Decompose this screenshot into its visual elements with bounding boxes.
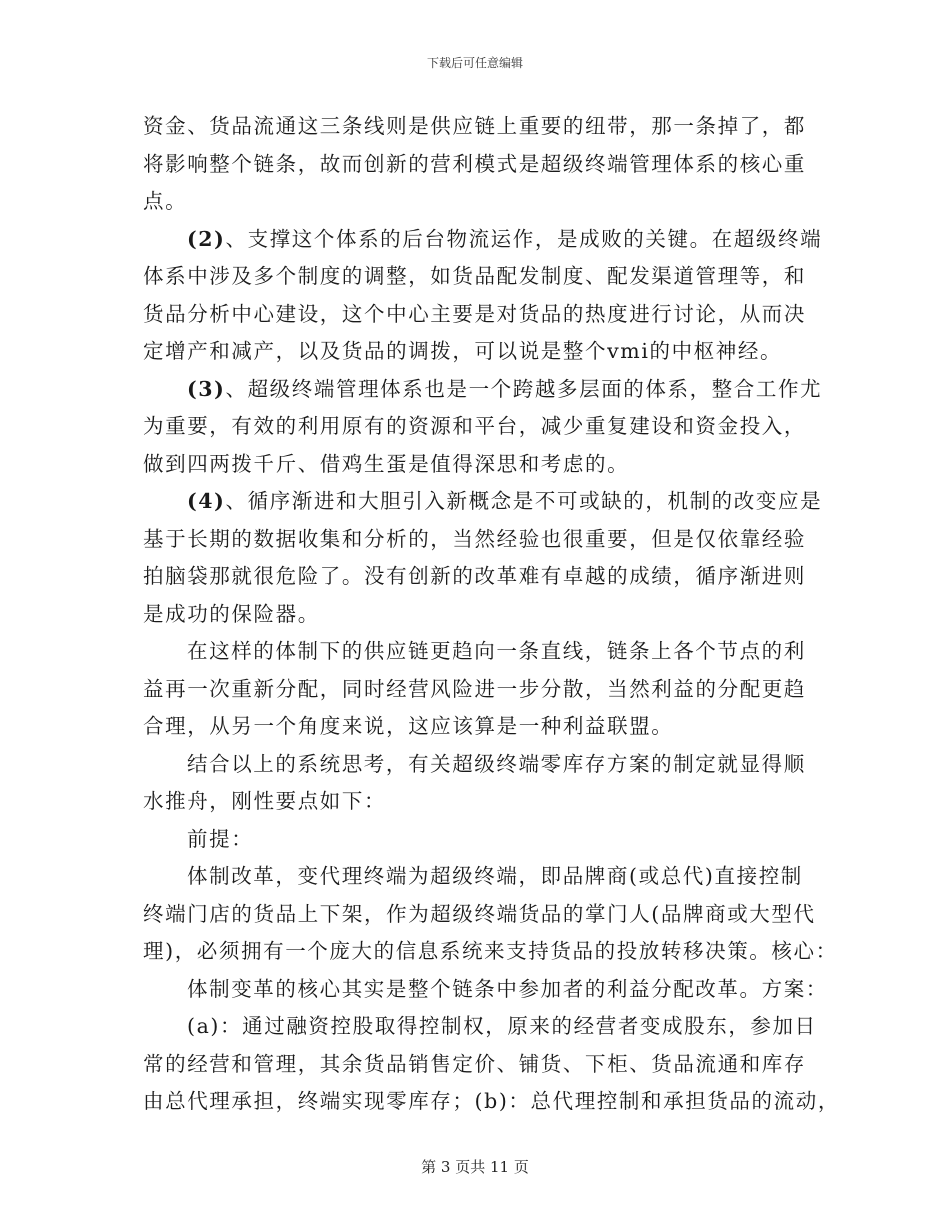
paragraph-line xyxy=(143,446,823,484)
paragraph-line xyxy=(143,596,823,634)
paragraph-line xyxy=(143,108,823,146)
paragraph-line xyxy=(143,483,823,521)
line-text: 做到四两拨千斤、借鸡生蛋是值得深思和考虑的。 xyxy=(143,451,630,476)
line-text: 终端门店的货品上下架，作为超级终端货品的掌门人(品牌商或大型代 xyxy=(143,901,816,926)
paragraph-line xyxy=(143,1083,840,1121)
line-text: 、超级终端管理体系也是一个跨越多层面的体系，整合工作尤 xyxy=(225,376,823,401)
paragraph-line xyxy=(143,858,823,896)
line-text: 由总代理承担，终端实现零库存；(b)：总代理控制和承担货品的流动， xyxy=(143,1089,840,1113)
paragraph-line xyxy=(143,783,823,821)
line-text: 体系中涉及多个制度的调整，如货品配发制度、配发渠道管理等，和 xyxy=(143,264,806,288)
paragraph-line xyxy=(143,408,823,446)
line-text: 基于长期的数据收集和分析的，当然经验也很重要，但是仅依靠经验 xyxy=(143,526,806,551)
line-text: 益再一次重新分配，同时经营风险进一步分散，当然利益的分配更趋 xyxy=(143,676,806,701)
list-marker: (4) xyxy=(187,489,226,513)
paragraph-line xyxy=(143,558,823,596)
paragraph-line xyxy=(143,296,823,334)
paragraph-line xyxy=(143,1046,823,1084)
line-text: 资金、货品流通这三条线则是供应链上重要的纽带，那一条掉了，都 xyxy=(143,114,806,138)
paragraph-line xyxy=(143,633,823,671)
line-text: 拍脑袋那就很危险了。没有创新的改革难有卓越的成绩，循序渐进则 xyxy=(143,564,806,588)
line-text: 在这样的体制下的供应链更趋向一条直线，链条上各个节点的利 xyxy=(187,639,806,663)
line-text: 、支撑这个体系的后台物流运作，是成败的关键。在超级终端 xyxy=(225,226,823,251)
line-text: 理)，必须拥有一个庞大的信息系统来支持货品的投放转移决策。核心： xyxy=(143,939,838,963)
page-header: 下载后可任意编辑 xyxy=(426,56,523,70)
line-text: 合理，从另一个角度来说，这应该算是一种利益联盟。 xyxy=(143,714,674,738)
paragraph-line xyxy=(143,521,823,559)
line-text: 常的经营和管理，其余货品销售定价、铺货、下柜、货品流通和库存 xyxy=(143,1051,806,1076)
paragraph-line xyxy=(143,821,823,859)
line-text: 前提： xyxy=(187,826,254,851)
line-text: 水推舟，刚性要点如下： xyxy=(143,789,387,813)
line-text: 点。 xyxy=(143,189,188,213)
paragraph-line xyxy=(143,933,838,971)
line-text: 体制改革，变代理终端为超级终端，即品牌商(或总代)直接控制 xyxy=(187,864,803,888)
paragraph-line xyxy=(143,371,823,409)
paragraph-line xyxy=(143,221,823,259)
paragraph-line xyxy=(143,971,828,1009)
paragraph-line xyxy=(143,258,823,296)
line-text: 结合以上的系统思考，有关超级终端零库存方案的制定就显得顺 xyxy=(187,751,806,776)
line-text: 货品分析中心建设，这个中心主要是对货品的热度进行讨论，从而决 xyxy=(143,301,806,326)
line-text: 将影响整个链条，故而创新的营利模式是超级终端管理体系的核心重 xyxy=(143,151,806,176)
paragraph-line xyxy=(143,708,823,746)
paragraph-line xyxy=(143,896,823,934)
paragraph-line xyxy=(143,746,823,784)
line-text: 定增产和减产，以及货品的调拨，可以说是整个vmi的中枢神经。 xyxy=(143,339,783,363)
paragraph-line xyxy=(143,146,823,184)
paragraph-line xyxy=(143,1008,823,1046)
paragraph-line xyxy=(143,333,823,371)
paragraph-line xyxy=(143,671,823,709)
page-footer: 第 3 页共 11 页 xyxy=(421,1158,529,1176)
document-body xyxy=(143,108,840,1121)
list-marker: (3) xyxy=(187,376,226,401)
line-text: 是成功的保险器。 xyxy=(143,601,320,626)
line-text: 体制变革的核心其实是整个链条中参加者的利益分配改革。方案： xyxy=(187,976,828,1001)
line-text: 、循序渐进和大胆引入新概念是不可或缺的，机制的改变应是 xyxy=(225,489,823,513)
list-marker: (2) xyxy=(187,226,226,251)
paragraph-line xyxy=(143,183,823,221)
line-text: (a)：通过融资控股取得控制权，原来的经营者变成股东，参加日 xyxy=(187,1014,817,1038)
line-text: 为重要，有效的利用原有的资源和平台，减少重复建设和资金投入， xyxy=(143,414,806,438)
